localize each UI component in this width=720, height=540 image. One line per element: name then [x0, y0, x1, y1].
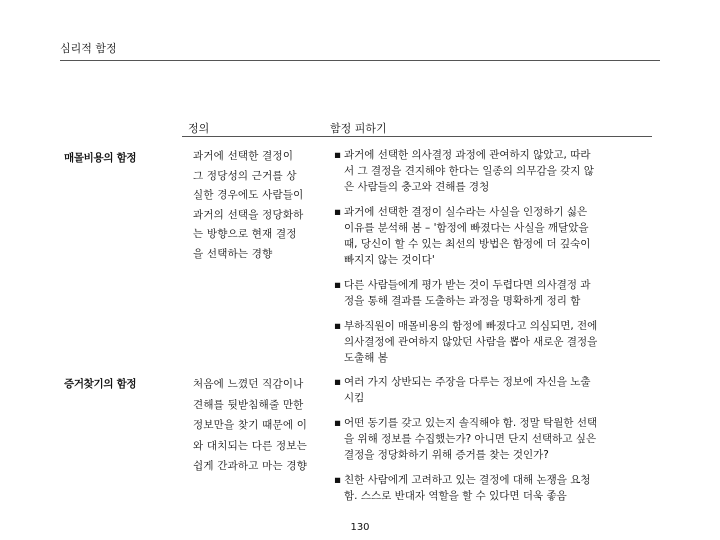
tip-text: 부하직원이 매몰비용의 함정에 빠졌다고 의심되면, 전에 의사결정에 관여하지 않았던 사람을 뽑아 새로운 결정을 도출해 봄 [344, 320, 598, 364]
trap-definition-confirming-evidence: 처음에 느꼈던 직감이나 견해를 뒷받침해줄 만한 정보만을 찾기 때문에 이 와 대치되는 다른 정보는 쉽게 간과하고 마는 경향 [193, 378, 308, 472]
trap-definition-sunk-cost: 과거에 선택한 결정이 그 정당성의 근거를 상 실한 경우에도 사람들이 과거의 선택을 정당화하 는 방향으로 현재 결정 을 선택하는 경향 [193, 150, 304, 260]
trap-title-confirming-evidence: 증거찾기의 함정 [64, 378, 137, 390]
tips-list-sunk-cost [334, 147, 654, 375]
page-title: 심리적 함정 [60, 42, 117, 55]
list-item [334, 374, 654, 406]
list-item [334, 318, 654, 366]
bullet-icon: ▪ [334, 417, 342, 429]
list-item [334, 472, 654, 504]
trap-title-sunk-cost: 매몰비용의 함정 [64, 152, 137, 164]
list-item [334, 147, 654, 195]
header-divider [60, 60, 660, 61]
tip-text: 친한 사람에게 고려하고 있는 결정에 대해 논쟁을 요청 함. 스스로 반대자 역할을 할 수 있다면 더욱 좋음 [344, 474, 591, 502]
bullet-icon: ▪ [334, 279, 342, 291]
column-header-divider [182, 136, 652, 137]
tips-list-confirming-evidence [334, 374, 654, 513]
page-number: 130 [350, 522, 370, 533]
bullet-icon: ▪ [334, 149, 342, 161]
column-header-avoidance: 함정 피하기 [330, 122, 387, 135]
tip-text: 다른 사람들에게 평가 받는 것이 두렵다면 의사결정 과 정을 통해 결과를 도출하는 과정을 명확하게 정리 함 [344, 279, 591, 307]
bullet-icon: ▪ [334, 206, 342, 218]
bullet-icon: ▪ [334, 474, 342, 486]
list-item [334, 415, 654, 463]
tip-text: 과거에 선택한 의사결정 과정에 관여하지 않았고, 따라 서 그 결정을 견지해야 한다는 일종의 의무감을 갖지 않 은 사람들의 충고와 견해를 경청 [344, 149, 594, 193]
tip-text: 어떤 동기를 갖고 있는지 솔직해야 함. 정말 탁월한 선택 을 위해 정보를 수집했는가? 아니면 단지 선택하고 싶은 결정을 정당화하기 위해 증거를 찾는 것인가? [344, 417, 598, 461]
tip-text: 과거에 선택한 결정이 실수라는 사실을 인정하기 싫은 이유를 분석해 봄 – '함정에 빠졌다는 사실을 깨달았을 때, 당신이 할 수 있는 최선의 방법은 함정에 더 깊숙이 빠지지 않는 것이다' [344, 206, 591, 266]
tip-text: 여러 가지 상반되는 주장을 다루는 정보에 자신을 노출 시킴 [344, 376, 591, 404]
column-header-definition: 정의 [188, 122, 210, 135]
list-item [334, 204, 654, 268]
list-item [334, 277, 654, 309]
bullet-icon: ▪ [334, 320, 342, 332]
bullet-icon: ▪ [334, 376, 342, 388]
